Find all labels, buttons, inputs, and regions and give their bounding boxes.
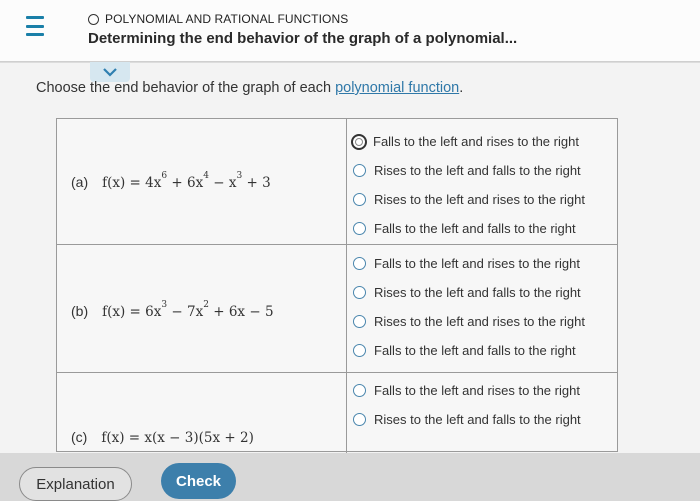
chevron-down-icon	[102, 67, 118, 77]
function-a-term4: + 3	[242, 175, 271, 191]
function-a-exp3: 3	[236, 170, 243, 181]
function-b-term1: f(x) = 6x	[102, 304, 162, 320]
option-c-1[interactable]	[353, 376, 581, 405]
instruction-suffix: .	[459, 80, 464, 96]
option-a-3[interactable]	[353, 185, 585, 214]
explanation-button[interactable]: Explanation	[19, 467, 132, 501]
function-c-text: f(x) = x(x − 3)(5x + 2)	[101, 430, 254, 446]
function-a-term2: + 6x	[167, 175, 204, 191]
option-b-2[interactable]	[353, 278, 585, 307]
problem-label-a: (a)	[71, 174, 89, 190]
option-label: Falls to the left and rises to the right	[374, 383, 580, 398]
option-c-2[interactable]	[353, 405, 581, 434]
function-a-term3: − x	[208, 175, 237, 191]
radio-icon[interactable]	[353, 344, 366, 357]
function-b-exp2: 2	[203, 299, 209, 310]
problem-row-c	[57, 373, 617, 453]
radio-icon[interactable]	[353, 164, 366, 177]
function-c	[71, 429, 254, 446]
problem-row-a	[57, 119, 617, 245]
option-a-4[interactable]	[353, 214, 585, 243]
function-a-term1: f(x) = 4x	[102, 175, 162, 191]
topic-label: POLYNOMIAL AND RATIONAL FUNCTIONS	[105, 12, 349, 26]
option-b-3[interactable]	[353, 307, 585, 336]
option-label: Falls to the left and rises to the right	[373, 134, 579, 149]
radio-icon[interactable]	[353, 315, 366, 328]
option-a-2[interactable]	[353, 156, 585, 185]
page-title: Determining the end behavior of the graph of a polynomial...	[88, 30, 518, 47]
option-label: Rises to the left and falls to the right	[374, 412, 581, 427]
radio-icon[interactable]	[353, 384, 366, 397]
options-c	[353, 376, 581, 434]
option-b-1[interactable]	[353, 249, 585, 278]
option-a-1[interactable]	[353, 127, 585, 156]
option-label: Rises to the left and falls to the right	[374, 163, 581, 178]
function-b-exp1: 3	[161, 299, 168, 310]
option-label: Falls to the left and falls to the right	[374, 221, 576, 236]
menu-icon[interactable]	[26, 16, 44, 36]
function-a-exp1: 6	[161, 170, 168, 181]
radio-icon[interactable]	[353, 222, 366, 235]
collapse-toggle[interactable]	[90, 62, 130, 82]
option-label: Rises to the left and rises to the right	[374, 314, 585, 329]
option-label: Rises to the left and rises to the right	[374, 192, 585, 207]
instruction-prefix: Choose the end behavior of the graph of each	[36, 80, 336, 96]
options-b	[353, 249, 585, 365]
problem-label-b: (b)	[71, 303, 89, 319]
function-b-term3: + 6x − 5	[208, 304, 274, 320]
option-label: Rises to the left and falls to the right	[374, 285, 581, 300]
problem-label-c: (c)	[71, 429, 88, 445]
function-a	[71, 170, 271, 191]
topic-heading	[88, 12, 348, 26]
problem-grid	[56, 118, 618, 452]
check-button[interactable]: Check	[161, 463, 236, 499]
radio-icon[interactable]	[353, 413, 366, 426]
option-b-4[interactable]	[353, 336, 585, 365]
instruction-text	[36, 80, 463, 96]
options-a	[353, 127, 585, 243]
function-b-term2: − 7x	[167, 304, 204, 320]
option-label: Falls to the left and falls to the right	[374, 343, 576, 358]
header	[0, 0, 700, 62]
option-label: Falls to the left and rises to the right	[374, 256, 580, 271]
radio-icon[interactable]	[353, 257, 366, 270]
function-a-exp2: 4	[203, 170, 209, 181]
function-b	[71, 299, 274, 320]
polynomial-function-link[interactable]: polynomial function	[335, 80, 460, 96]
circle-icon	[88, 14, 99, 25]
radio-icon[interactable]	[351, 134, 367, 150]
problem-row-b	[57, 245, 617, 373]
radio-icon[interactable]	[353, 193, 366, 206]
radio-icon[interactable]	[353, 286, 366, 299]
